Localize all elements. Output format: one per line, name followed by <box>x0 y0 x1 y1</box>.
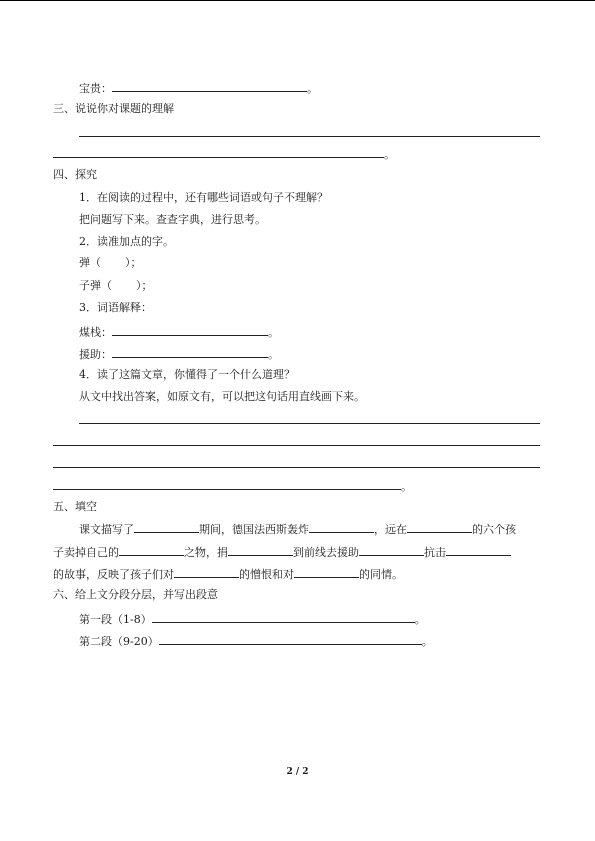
page-top-border <box>0 0 595 1</box>
page-number: 2 / 2 <box>286 767 309 777</box>
fill-blank[interactable] <box>446 544 511 556</box>
answer-line[interactable] <box>79 423 540 424</box>
fill-blank-line-2: 子卖掉自己的 之物，捐 到前线去援助 抗击 <box>53 544 511 560</box>
fill-blank[interactable] <box>407 521 472 533</box>
pronunciation-item: 子弹（ ）； <box>79 279 153 292</box>
definition-item: 援助： 。 <box>79 348 279 361</box>
fill-blank[interactable] <box>359 544 424 556</box>
answer-blank[interactable] <box>112 324 268 336</box>
fill-blank[interactable] <box>134 521 199 533</box>
question-3: 3．词语解释： <box>79 301 152 314</box>
question-2: 2．读准加点的字。 <box>79 235 174 248</box>
answer-line[interactable] <box>79 136 540 137</box>
answer-line[interactable] <box>53 445 540 446</box>
section-5-title: 五、填空 <box>53 500 97 513</box>
vocab-label: 宝贵： <box>79 82 112 95</box>
fill-blank[interactable] <box>294 566 359 578</box>
question-4-note: 从文中找出答案，如原文有，可以把这句话用直线画下来。 <box>79 390 365 403</box>
fill-blank-line-1: 课文描写了 期间，德国法西斯轰炸 ，远在 的六个孩 <box>79 523 516 536</box>
fill-blank[interactable] <box>119 544 184 556</box>
question-1-note: 把问题写下来。查查字典，进行思考。 <box>79 213 266 226</box>
answer-line[interactable] <box>53 467 540 468</box>
paragraph-2-row: 第二段（9-20） 。 <box>79 635 433 648</box>
answer-blank[interactable] <box>112 80 307 92</box>
fill-blank[interactable] <box>309 521 374 533</box>
answer-line-end: 。 <box>53 478 412 494</box>
paragraph-1-row: 第一段（1-8） 。 <box>79 613 426 626</box>
pronunciation-item: 弹（ ）； <box>79 256 142 269</box>
vocab-baogui-row: 宝贵： 。 <box>79 82 318 95</box>
section-6-title: 六、给上文分段分层，并写出段意 <box>53 588 218 601</box>
section-3-title: 三、说说你对课题的理解 <box>53 102 174 115</box>
answer-blank[interactable] <box>53 478 401 490</box>
question-1: 1．在阅读的过程中，还有哪些词语或句子不理解？ <box>79 191 328 204</box>
section-4-title: 四、探究 <box>53 168 97 181</box>
definition-item: 煤栈： 。 <box>79 326 279 339</box>
fill-blank[interactable] <box>174 566 239 578</box>
answer-blank[interactable] <box>53 146 384 158</box>
answer-blank[interactable] <box>112 346 268 358</box>
fill-blank-line-3: 的故事，反映了孩子们对 的憎恨和对 的同情。 <box>53 568 403 581</box>
question-4: 4．读了这篇文章，你懂得了一个什么道理？ <box>79 368 295 381</box>
answer-line-end: 。 <box>53 146 395 162</box>
answer-blank[interactable] <box>159 633 422 645</box>
fill-blank[interactable] <box>228 544 293 556</box>
answer-blank[interactable] <box>152 611 415 623</box>
